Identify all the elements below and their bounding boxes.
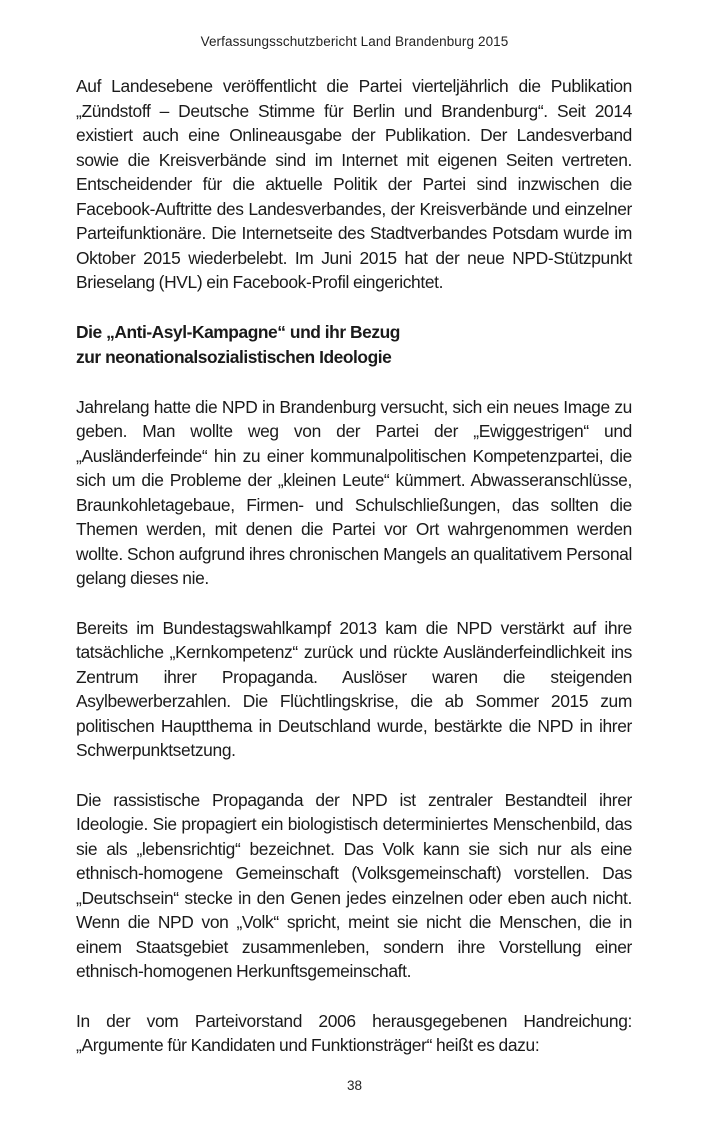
section-heading bbox=[76, 320, 632, 370]
section-heading-line-1: Die „Anti-Asyl-Kampagne“ und ihr Bezug bbox=[76, 321, 400, 342]
paragraph-election-campaign: Bereits im Bundestagswahlkampf 2013 kam die NPD verstärkt auf ihre tatsächliche „Kernkompetenz“ zurück und rückte Ausländerfeindlichkeit ins Zentrum ihrer Propaganda. Auslöser waren die steigenden Asylbewerberzahlen. Die Flüchtlingskrise, die ab Sommer 2015 zum politischen Hauptthema in Deutschland wurde, bestärkte die NPD in ihrer Schwerpunktsetzung. bbox=[76, 617, 632, 760]
paragraph-spacer bbox=[76, 591, 632, 616]
running-header: Verfassungsschutzbericht Land Brandenburg 2015 bbox=[200, 34, 509, 49]
paragraph-spacer bbox=[76, 370, 632, 395]
body-text bbox=[76, 74, 632, 1058]
paragraph-spacer bbox=[76, 295, 632, 320]
paragraph-handreichung: In der vom Parteivorstand 2006 herausgegebenen Handreichung: „Argumente für Kandidaten und Funktionsträger“ heißt es dazu: bbox=[76, 1010, 632, 1055]
section-heading-line-2: zur neonationalsozialistischen Ideologie bbox=[76, 346, 392, 367]
paragraph-racist-propaganda: Die rassistische Propaganda der NPD ist zentraler Bestandteil ihrer Ideologie. Sie propagiert ein biologistisch determiniertes Menschenbild, das sie als „lebensrichtig“ bezeichnet. Das Volk kann sie sich nur als eine ethnisch-homogene Gemeinschaft (Volksgemeinschaft) vorstellen. Das „Deutschsein“ stecke in den Genen jedes einzelnen oder eben auch nicht. Wenn die NPD von „Volk“ spricht, meint sie nicht die Menschen, die in einem Staatsgebiet zusammenleben, sondern ihre Vorstellung einer ethnisch-homogenen Herkunftsgemeinschaft. bbox=[76, 789, 632, 981]
paragraph-spacer bbox=[76, 763, 632, 788]
paragraph-online-presence: Auf Landesebene veröffentlicht die Partei vierteljährlich die Publikation „Zündstoff – Deutsche Stimme für Berlin und Brandenburg“. Seit 2014 existiert auch eine Onlineausgabe der Publikation. Der Landesverband sowie die Kreisverbände sind im Internet mit eigenen Seiten vertreten. Entscheidender für die aktuelle Politik der Partei sind inzwischen die Facebook-Auftritte des Landesverbandes, der Kreisverbände und einzelner Parteifunktionäre. Die Internetseite des Stadtverbandes Potsdam wurde im Oktober 2015 wiederbelebt. Im Juni 2015 hat der neue NPD-Stützpunkt Brieselang (HVL) ein Facebook-Profil eingerichtet. bbox=[76, 76, 632, 292]
paragraph-spacer bbox=[76, 984, 632, 1009]
page-number: 38 bbox=[346, 1078, 363, 1093]
paragraph-image-change: Jahrelang hatte die NPD in Brandenburg versucht, sich ein neues Image zu geben. Man wollte weg von der Partei der „Ewiggestrigen“ und „Ausländerfeinde“ hin zu einer kommunalpolitischen Kompetenzpartei, die sich um die Probleme der „kleinen Leute“ kümmert. Abwasseranschlüsse, Braunkohletagebaue, Firmen- und Schulschließungen, das sollten die Themen werden, mit denen die Partei vor Ort wahrgenommen werden wollte. Schon aufgrund ihres chronischen Mangels an qualitativem Personal gelang dieses nie. bbox=[76, 396, 632, 588]
